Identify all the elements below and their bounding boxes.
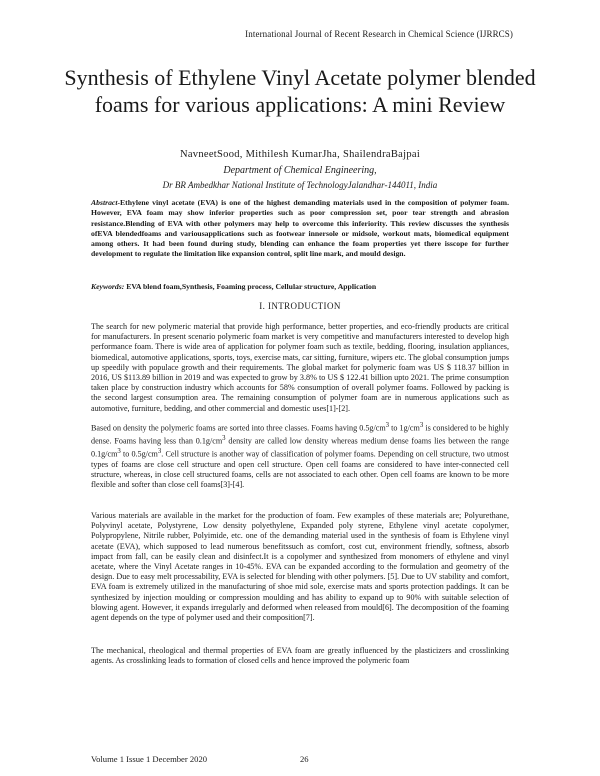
body-paragraph-3: Various materials are available in the market for the production of foam. Few examples of these materials are; Polyurethane, Polyvinyl acetate, Polystyrene, Low density polyethylene, Expanded poly styrene, Ethylene vinyl acetate copolymer, Polypropylene, Nitrile rubber, Polyimide, etc. one of the demanding material used in the synthesis of foam is Ethylene vinyl acetate (EVA), which supposed to lead numerous benefitssuch as comfort, cost cut, environment friendly, softness, absorb impact from fall, can be easily clean and disinfect.It is a copolymer and synthesized from monomers of ethylene and vinyl acetate, where the Vinyl Acetate ranges in 10-45%. EVA can be expanded according to the formulation and geometry of the design. Due to easy melt processability, EVA is selected for blending with other polymers. [5]. Due to UV stability and comfort, EVA foam is extremely utilized in the manufacturing of shoe mid sole, exercise mats and sports protection paddings. It can be synthesized by injection moulding or compression moulding and has ability to expand up to 90% with suitable selection of blowing agent. However, it expands irregularly and deformed when released from mould[6]. The decomposition of the foaming agent depends on the type of polymer used and their composition[7]. [91, 511, 509, 623]
section-heading-introduction: I. INTRODUCTION [259, 301, 341, 311]
p2-part-a: Based on density the polymeric foams are sorted into three classes. Foams having 0.5g/cm [91, 423, 386, 433]
author-list: NavneetSood, Mithilesh KumarJha, ShailendraBajpai [179, 149, 421, 160]
paper-title: Synthesis of Ethylene Vinyl Acetate polymer blended foams for various applications: A mini Review [64, 65, 536, 117]
abstract-label: Abstract- [91, 198, 121, 207]
abstract [91, 198, 509, 260]
p2-part-c: is considered to be highly dense. Foams having less than 0.1g/cm [91, 423, 509, 446]
superscript-3: 3 [419, 422, 424, 429]
body-paragraph-2 [91, 421, 509, 490]
superscript-3: 3 [157, 447, 162, 455]
footer-page-number: 26 [300, 754, 309, 764]
body-paragraph-4: The mechanical, rheological and thermal properties of EVA foam are greatly influenced by the plasticizers and crosslinking agents. As crosslinking leads to formation of closed cells and hence improved the polymeric foam [91, 646, 509, 666]
superscript-3: 3 [117, 447, 121, 455]
superscript-3: 3 [222, 434, 226, 442]
abstract-text: Ethylene vinyl acetate (EVA) is one of the highest demanding materials used in the composition of polymer foam. However, EVA foam may show inferior properties such as poor compression set, poor tear strength and abrasion resistance.Blending of EVA with other polymers may help to overcome this inferiority. This review discusses the synthesis ofEVA blendedfoams and variousapplications such as footwear innersole or midsole, workout mats, biomedical equipment among others. It had been found during study, blending can enhance the foam properties yet there isscope for further development to regulate the limitation like expansion control, split line mark, and mould design. [91, 198, 509, 259]
p2-part-b: to 1g/cm [389, 423, 420, 433]
keywords [91, 282, 509, 291]
keywords-label: Keywords: [91, 282, 125, 291]
body-paragraph-1: The search for new polymeric material that provide high performance, better properties, and eco-friendly products are critical for manufacturers. In present scenario polymeric foam market is very competitive and manufacturers interested to develop high performance foam. There is wide area of application for polymer foam such as textile, bedding, flooring, insulation appliances, biomedical, automotive applications, sports, toys, exercise mats, car sitting, furniture, wipers etc. The global consumption jumps up speedily with populace growth and their requirements. The global market for polymeric foam was US $ 118.37 billion in 2016, US $113.89 billion in 2019 and was expected to grow by 3.8% to US $ 122.41 billion upto 2021. The prime consumption taken place by construction industry which accounts for 58% consumption of overall polymer foams. Followed by packing is the second largest consumption area. The remaining consumption of polymer foam are in numerous applications such as automotive, furniture, bedding, and other commercial and domestic uses[1]-[2]. [91, 322, 509, 413]
footer-issue: Volume 1 Issue 1 December 2020 [91, 754, 208, 764]
author-department: Department of Chemical Engineering, [223, 165, 377, 176]
keywords-text: EVA blend foam,Synthesis, Foaming process, Cellular structure, Application [124, 282, 377, 291]
p2-part-e: to 0.5g/cm [120, 449, 158, 459]
author-affiliation: Dr BR Ambedkhar National Institute of TechnologyJalandhar-144011, India [162, 180, 438, 190]
p2-part-f: . Cell structure is another way of classification of polymer foams. Depending on cell structure, two utmost types of foams are close cell structure and open cell structure. Open cell foams are considered to have inter-connected cell structure, whereas, in close cell structured foams, cells are not associated to each other. Open cell foams are known to be more flexible and softer than close cell foams[3]-[4]. [91, 449, 509, 490]
running-header: International Journal of Recent Research in Chemical Science (IJRRCS) [245, 29, 513, 39]
p2-part-d: density are called low density whereas medium dense foams lies between the range 0.1g/cm [91, 436, 509, 459]
superscript-3: 3 [385, 422, 390, 429]
